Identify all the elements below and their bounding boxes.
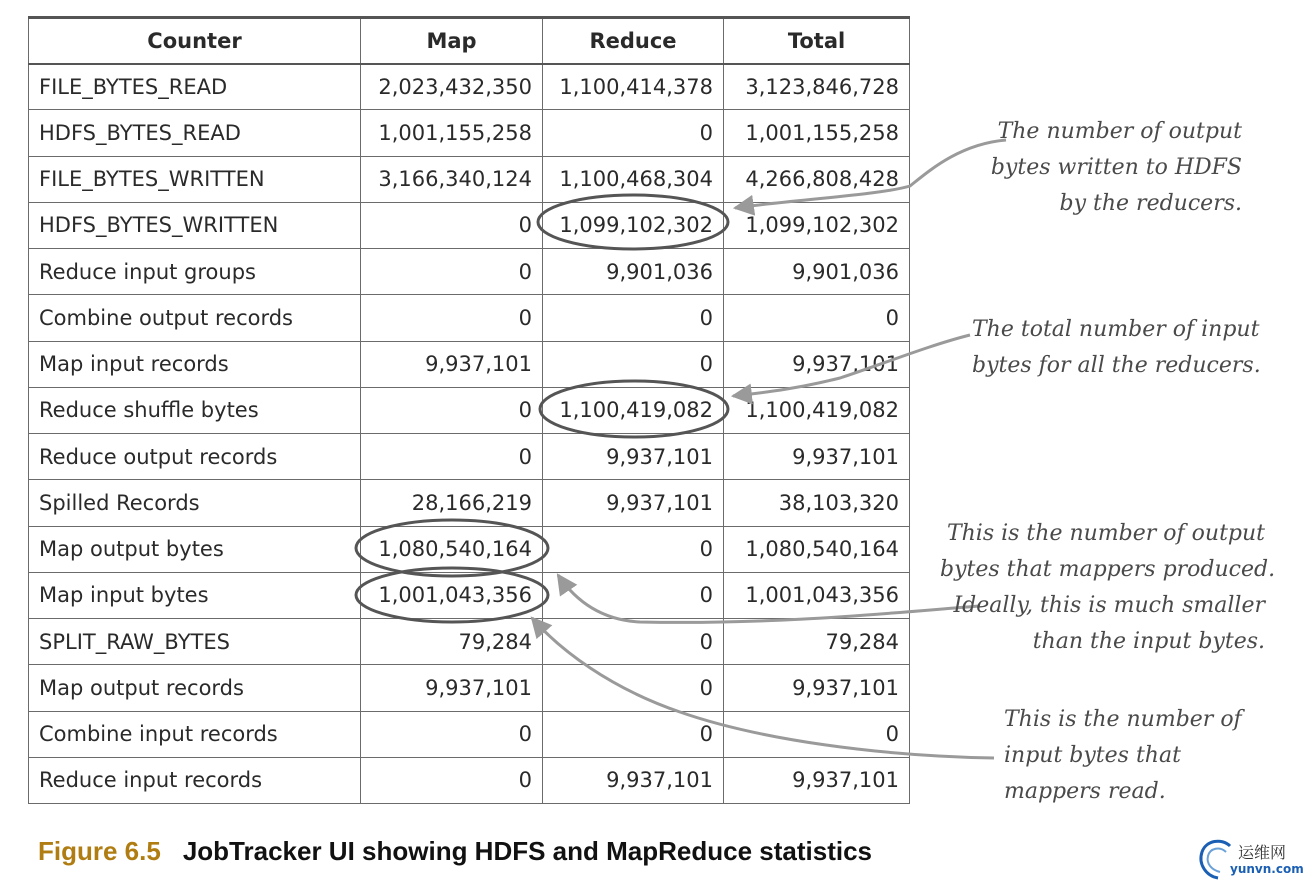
map-value-cell: 28,166,219 (361, 480, 543, 526)
header-reduce[interactable]: Reduce (543, 18, 724, 64)
annotation-line: input bytes that (1004, 743, 1181, 768)
total-value-cell: 9,937,101 (724, 757, 910, 803)
reduce-value-cell: 0 (543, 665, 724, 711)
header-total[interactable]: Total (724, 18, 910, 64)
header-map[interactable]: Map (361, 18, 543, 64)
counter-name-cell: Reduce input groups (29, 249, 361, 295)
reduce-value-cell: 0 (543, 341, 724, 387)
counter-name-cell: Map input records (29, 341, 361, 387)
annotation-hdfs-written (990, 114, 1242, 222)
counter-name-cell: Map output records (29, 665, 361, 711)
highlight-ellipse-shuffle (540, 381, 728, 437)
watermark-text-en: yunvn.com (1230, 862, 1304, 876)
annotation-line: This is the number of (1004, 707, 1242, 732)
reduce-value-cell: 1,099,102,302 (543, 202, 724, 248)
arrow-shuffle (733, 335, 970, 396)
annotation-line: than the input bytes. (1032, 629, 1265, 654)
map-value-cell: 9,937,101 (361, 341, 543, 387)
watermark-text-cn: 运维网 (1238, 843, 1287, 862)
reduce-value-cell: 1,100,419,082 (543, 387, 724, 433)
map-value-cell: 0 (361, 711, 543, 757)
reduce-value-cell: 9,901,036 (543, 249, 724, 295)
total-value-cell: 1,100,419,082 (724, 387, 910, 433)
reduce-value-cell: 0 (543, 110, 724, 156)
total-value-cell: 9,937,101 (724, 434, 910, 480)
reduce-value-cell: 1,100,414,378 (543, 64, 724, 110)
annotation-line: This is the number of output (946, 521, 1265, 546)
reduce-value-cell: 0 (543, 295, 724, 341)
map-value-cell: 0 (361, 434, 543, 480)
figure-caption (38, 836, 872, 867)
annotation-line: The total number of input (972, 317, 1260, 342)
annotation-line: by the reducers. (1059, 191, 1242, 216)
total-value-cell: 1,001,155,258 (724, 110, 910, 156)
map-value-cell: 2,023,432,350 (361, 64, 543, 110)
total-value-cell: 0 (724, 711, 910, 757)
counter-name-cell: FILE_BYTES_WRITTEN (29, 156, 361, 202)
map-value-cell: 0 (361, 295, 543, 341)
map-value-cell: 1,001,043,356 (361, 572, 543, 618)
annotation-map-input (1004, 702, 1264, 810)
counter-name-cell: Reduce output records (29, 434, 361, 480)
annotation-map-output (940, 516, 1276, 660)
map-value-cell: 0 (361, 202, 543, 248)
counter-name-cell: Combine output records (29, 295, 361, 341)
arrow-map-input (532, 618, 994, 758)
arrow-map-output (558, 575, 980, 622)
highlight-ellipse-hdfs-written (538, 195, 728, 249)
reduce-value-cell: 0 (543, 526, 724, 572)
annotation-shuffle (972, 312, 1261, 384)
counter-name-cell: HDFS_BYTES_WRITTEN (29, 202, 361, 248)
counter-name-cell: Map input bytes (29, 572, 361, 618)
figure-label: Figure 6.5 (38, 836, 161, 866)
counter-name-cell: FILE_BYTES_READ (29, 64, 361, 110)
annotation-line: mappers read. (1004, 779, 1166, 804)
reduce-value-cell: 9,937,101 (543, 434, 724, 480)
annotation-line: Ideally, this is much smaller (953, 593, 1265, 618)
arrow-hdfs-written (735, 140, 1006, 208)
counter-name-cell: SPLIT_RAW_BYTES (29, 619, 361, 665)
map-value-cell: 1,080,540,164 (361, 526, 543, 572)
map-value-cell: 9,937,101 (361, 665, 543, 711)
total-value-cell: 3,123,846,728 (724, 64, 910, 110)
reduce-value-cell: 0 (543, 619, 724, 665)
counter-name-cell: Map output bytes (29, 526, 361, 572)
total-value-cell: 9,937,101 (724, 341, 910, 387)
total-value-cell: 4,266,808,428 (724, 156, 910, 202)
annotation-line: The number of output (997, 119, 1242, 144)
total-value-cell: 79,284 (724, 619, 910, 665)
total-value-cell: 1,099,102,302 (724, 202, 910, 248)
map-value-cell: 79,284 (361, 619, 543, 665)
counter-name-cell: Spilled Records (29, 480, 361, 526)
watermark-logo (1196, 836, 1302, 882)
total-value-cell: 1,080,540,164 (724, 526, 910, 572)
map-value-cell: 1,001,155,258 (361, 110, 543, 156)
total-value-cell: 0 (724, 295, 910, 341)
reduce-value-cell: 0 (543, 572, 724, 618)
counter-name-cell: Combine input records (29, 711, 361, 757)
reduce-value-cell: 9,937,101 (543, 757, 724, 803)
counter-name-cell: HDFS_BYTES_READ (29, 110, 361, 156)
annotation-line: bytes that mappers produced. (940, 557, 1276, 582)
counter-name-cell: Reduce input records (29, 757, 361, 803)
total-value-cell: 38,103,320 (724, 480, 910, 526)
annotation-line: bytes written to HDFS (990, 155, 1242, 180)
header-counter[interactable]: Counter (29, 18, 361, 64)
total-value-cell: 9,937,101 (724, 665, 910, 711)
reduce-value-cell: 0 (543, 711, 724, 757)
caption-text: JobTracker UI showing HDFS and MapReduce statistics (182, 836, 872, 866)
map-value-cell: 0 (361, 387, 543, 433)
map-value-cell: 0 (361, 757, 543, 803)
counter-name-cell: Reduce shuffle bytes (29, 387, 361, 433)
map-value-cell: 3,166,340,124 (361, 156, 543, 202)
total-value-cell: 9,901,036 (724, 249, 910, 295)
reduce-value-cell: 1,100,468,304 (543, 156, 724, 202)
total-value-cell: 1,001,043,356 (724, 572, 910, 618)
map-value-cell: 0 (361, 249, 543, 295)
annotation-line: bytes for all the reducers. (972, 353, 1261, 378)
reduce-value-cell: 9,937,101 (543, 480, 724, 526)
